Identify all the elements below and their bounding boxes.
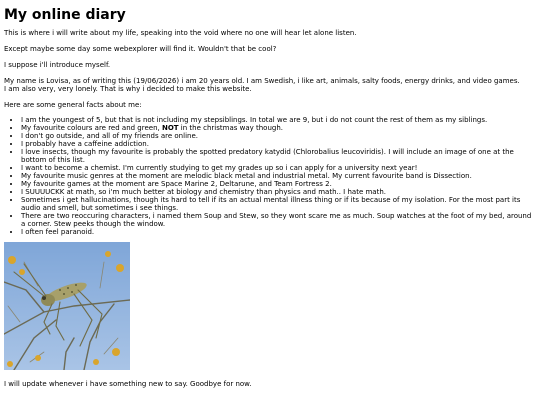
katydid-photo bbox=[4, 242, 130, 370]
fact-item bbox=[21, 124, 536, 132]
about-line-2: I am also very, very lonely. That is why i decided to make this website. bbox=[4, 85, 252, 93]
intro-paragraph: This is where i will write about my life, speaking into the void where no one will hear let alone listen. bbox=[4, 29, 357, 37]
fact-item: • I often feel paranoid. bbox=[21, 228, 536, 236]
fact-emphasis: NOT bbox=[161, 124, 179, 132]
page-title: My online diary bbox=[4, 7, 126, 23]
facts-intro: Here are some general facts about me: bbox=[4, 101, 142, 109]
fact-item: • I want to become a chemist. I'm currently studying to get my grades up so i can apply for a university next year! bbox=[21, 164, 536, 172]
fact-item: • I love insects, though my favourite is probably the spotted predatory katydid (Chlorobalius leucoviridis). I will include an image of one at the bottom of this list. bbox=[21, 148, 536, 164]
fact-item: • I probably have a caffeine addiction. bbox=[21, 140, 536, 148]
fact-item: • I don't go outside, and all of my friends are online. bbox=[21, 132, 536, 140]
closing-paragraph: I will update whenever i have something new to say. Goodbye for now. bbox=[4, 380, 252, 388]
fact-item: • I am the youngest of 5, but that is not including my stepsiblings. In total we are 9, but i do not count the rest of them as my siblings. bbox=[21, 116, 536, 124]
fact-item: • My favourite games at the moment are Space Marine 2, Deltarune, and Team Fortress 2. bbox=[21, 180, 536, 188]
fact-item: • My favourite music genres at the moment are melodic black metal and industrial metal. My current favourite band is Dissection. bbox=[21, 172, 536, 180]
facts-list bbox=[4, 116, 536, 236]
introduce-paragraph: I suppose i'll introduce myself. bbox=[4, 61, 111, 69]
fact-item: • Sometimes i get hallucinations, though its hard to tell if its an actual mental illness thing or if its because of my isolation. For the most part its audio and smell, but sometimes i see things. bbox=[21, 196, 536, 212]
fact-text: in the christmas way though. bbox=[178, 124, 283, 132]
about-paragraph bbox=[4, 77, 536, 93]
fact-item: • There are two reoccuring characters, i named them Soup and Stew, so they wont scare me as much. Soup watches at the foot of my bed, around a corner. Stew peeks though the window. bbox=[21, 212, 536, 228]
webexplorer-paragraph: Except maybe some day some webexplorer will find it. Wouldn't that be cool? bbox=[4, 45, 277, 53]
about-line-1: My name is Lovisa, as of writing this (19/06/2026) i am 20 years old. I am Swedish, i like art, animals, salty foods, energy drinks, and video games. bbox=[4, 77, 520, 85]
fact-item: • I SUUUUCKK at math, so i'm much better at biology and chemistry than physics and math.. I hate math. bbox=[21, 188, 536, 196]
fact-text: My favourite colours are red and green, bbox=[21, 124, 162, 132]
